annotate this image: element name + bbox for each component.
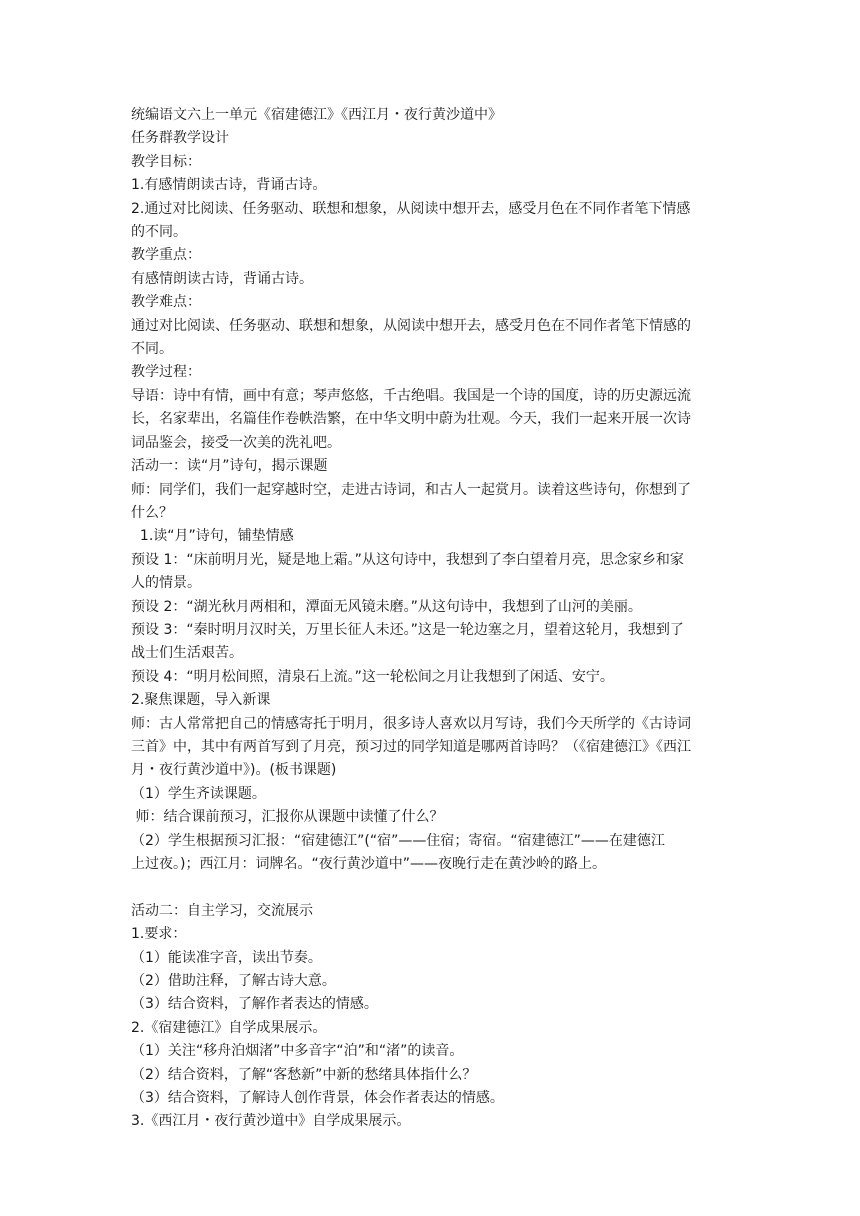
section-heading-process: 教学过程： [131, 364, 201, 381]
blank-line [131, 876, 741, 899]
text-line: 师：同学们，我们一起穿越时空，走进古诗词，和古人一起赏月。读着这些诗句，你想到了 [131, 481, 691, 498]
text-line: （3）结合资料，了解诗人创作背景，体会作者表达的情感。 [131, 1090, 504, 1107]
text-line: 2.通过对比阅读、任务驱动、联想和想象，从阅读中想开去，感受月色在不同作者笔下情感 [131, 200, 691, 217]
text-line: 有感情朗读古诗，背诵古诗。 [131, 270, 313, 287]
activity-one-heading: 活动一：读“月”诗句，揭示课题 [131, 458, 328, 475]
text-line: 不同。 [131, 341, 173, 358]
text-line: 战士们生活艰苦。 [131, 645, 243, 662]
text-line: 1.要求： [131, 926, 187, 943]
text-line: 什么？ [131, 504, 173, 521]
document-body [131, 104, 741, 1134]
text-line: 2.聚焦课题，导入新课 [131, 692, 271, 709]
text-line: 人的情景。 [131, 575, 201, 592]
section-heading-objectives: 教学目标： [131, 153, 201, 170]
text-line: 导语：诗中有情，画中有意；琴声悠悠，千古绝唱。我国是一个诗的国度，诗的历史源远流 [131, 387, 691, 404]
text-line: （1）关注“移舟泊烟渚”中多音字“泊”和“渚”的读音。 [131, 1043, 464, 1060]
text-line: 的不同。 [131, 224, 187, 241]
text-line: 预设 3：“秦时明月汉时关，万里长征人未还。”这是一轮边塞之月，望着这轮月，我想到了 [131, 621, 684, 638]
section-heading-key-points: 教学重点： [131, 247, 201, 264]
text-line: 预设 4：“明月松间照，清泉石上流。”这一轮松间之月让我想到了闲适、安宁。 [131, 668, 614, 685]
text-line: 1.有感情朗读古诗，背诵古诗。 [131, 177, 327, 194]
text-line: 3.《西江月・夜行黄沙道中》自学成果展示。 [131, 1113, 411, 1130]
activity-two-heading: 活动二：自主学习，交流展示 [131, 902, 313, 919]
text-line: 三首》中，其中有两首写到了月亮，预习过的同学知道是哪两首诗吗？（《宿建德江》《西江 [131, 738, 691, 755]
text-line: （2）学生根据预习汇报：“宿建德江”(“宿”——住宿；寄宿。“宿建德江”——在建德江 [131, 832, 665, 849]
text-line: 月・夜行黄沙道中》)。(板书课题) [131, 762, 337, 779]
text-line: 长，名家辈出，名篇佳作卷帙浩繁，在中华文明中蔚为壮观。今天，我们一起来开展一次诗 [131, 411, 691, 428]
text-line: （1）能读准字音，读出节奏。 [131, 949, 322, 966]
text-line: 2.《宿建德江》自学成果展示。 [131, 1019, 327, 1036]
text-line: 师：结合课前预习，汇报你从课题中读懂了什么？ [131, 809, 444, 826]
text-line: （2）结合资料，了解“客愁新”中新的愁绪具体指什么？ [131, 1066, 477, 1083]
text-line: （1）学生齐读课题。 [131, 785, 266, 802]
section-heading-difficulties: 教学难点： [131, 294, 201, 311]
text-line: 预设 1：“床前明月光，疑是地上霜。”从这句诗中，我想到了李白望着月亮，思念家乡和家 [131, 551, 684, 568]
text-line: 1.读“月”诗句，铺垫情感 [131, 528, 294, 545]
document-title: 统编语文六上一单元《宿建德江》《西江月・夜行黄沙道中》 [131, 107, 502, 123]
text-line: 上过夜。)；西江月：词牌名。“夜行黄沙道中”——夜晚行走在黄沙岭的路上。 [131, 856, 606, 872]
text-line: 师：古人常常把自己的情感寄托于明月，很多诗人喜欢以月写诗，我们今天所学的《古诗词 [131, 715, 691, 732]
document-subtitle: 任务群教学设计 [131, 130, 229, 147]
text-line: 预设 2：“湖光秋月两相和，潭面无风镜未磨。”从这句诗中，我想到了山河的美丽。 [131, 598, 642, 615]
text-line: （3）结合资料，了解作者表达的情感。 [131, 996, 378, 1013]
text-line: 通过对比阅读、任务驱动、联想和想象，从阅读中想开去，感受月色在不同作者笔下情感的 [131, 317, 691, 334]
text-line: （2）借助注释，了解古诗大意。 [131, 973, 336, 990]
text-line: 词品鉴会，接受一次美的洗礼吧。 [131, 434, 341, 451]
